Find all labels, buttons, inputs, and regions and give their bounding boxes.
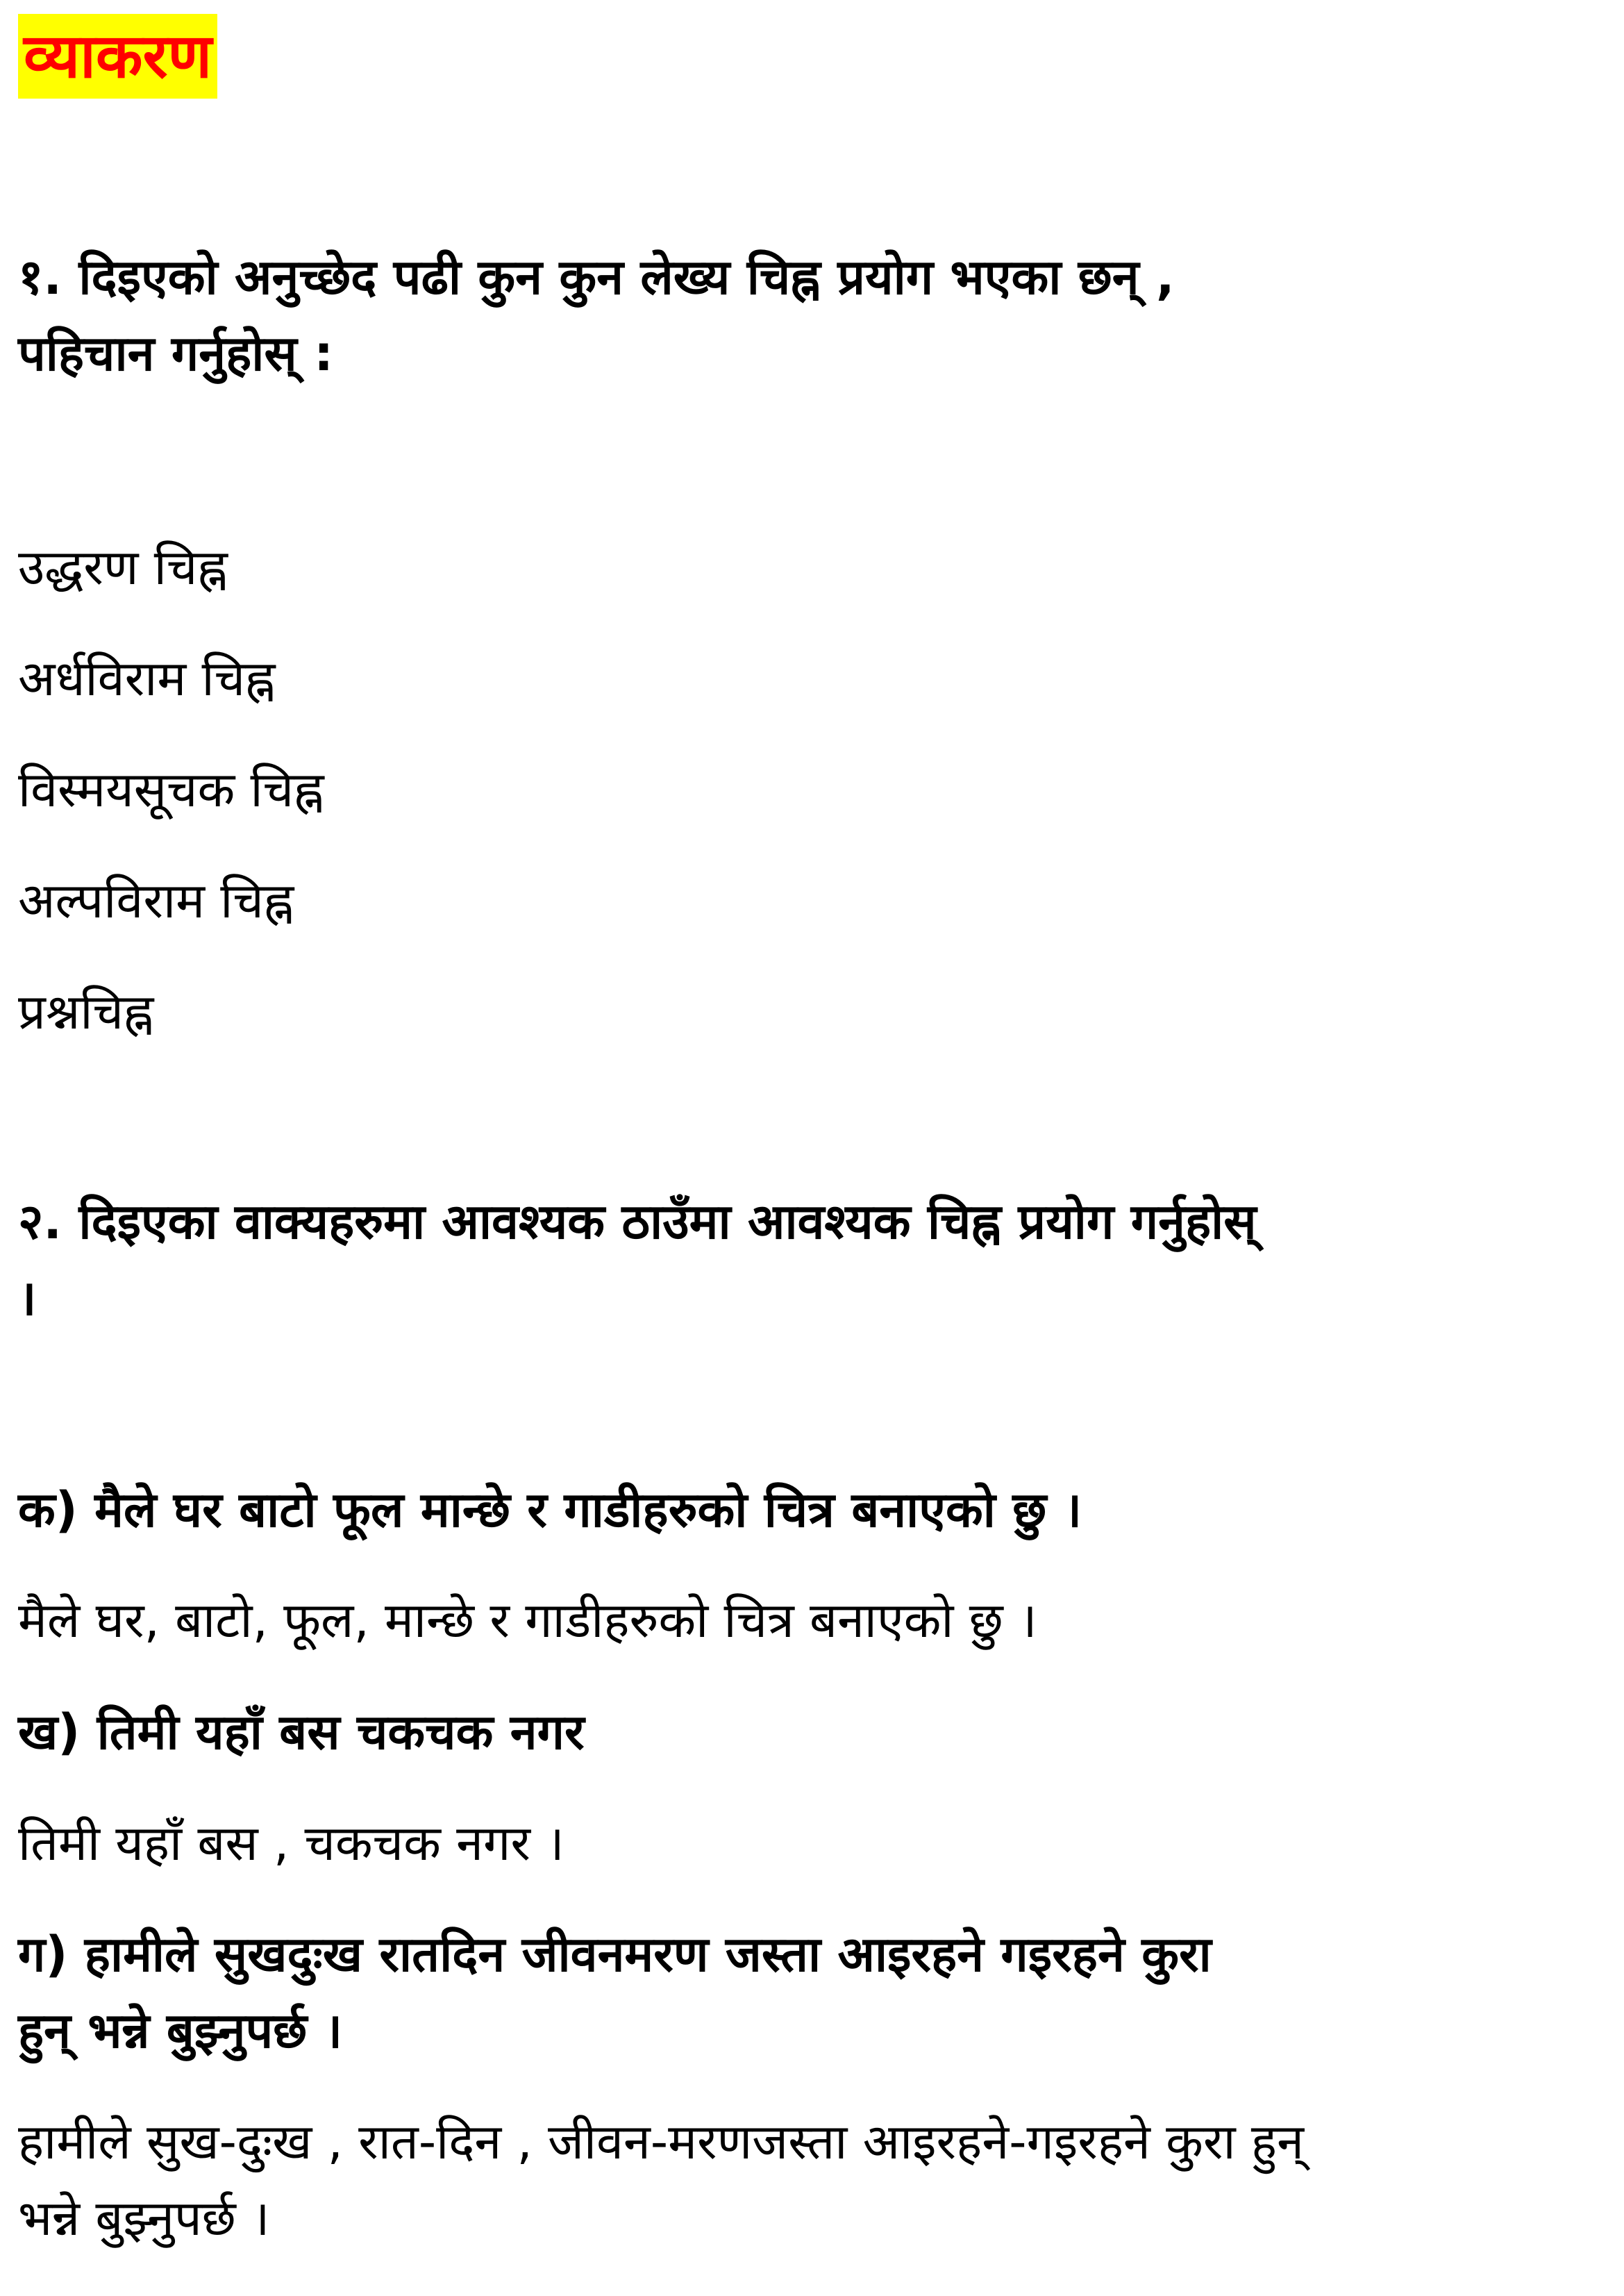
sub-answer-ka: मैले घर, बाटो, फूल, मान्छे र गाडीहरुको चित्र बनाएको छु । xyxy=(18,1592,1037,1649)
answer-item-exclamation-mark: विस्मयसूचक चिह्न xyxy=(18,761,324,818)
sub-answer-ga-line-1: हामीले सुख-दुःख , रात-दिन , जीवन-मरणजस्ता आइरहने-गइरहने कुरा हुन् xyxy=(18,2113,1304,2170)
sub-question-ga-line-1: ग) हामीले सुखदुःख रातदिन जीवनमरण जस्ता आइरहने गइरहने कुरा xyxy=(18,1926,1212,1983)
sub-answer-kha: तिमी यहाँ बस , चकचक नगर । xyxy=(18,1815,564,1872)
sub-question-ka: क) मैले घर बाटो फूल मान्छे र गाडीहरुको चित्र बनाएको छु । xyxy=(18,1481,1082,1538)
answer-item-semicolon: अर्धविराम चिह्न xyxy=(18,650,276,707)
sub-answer-ga-line-2: भन्ने बुझ्नुपर्छ । xyxy=(18,2190,270,2247)
question-1-line-1: १. दिइएको अनुच्छेद पढी कुन कुन लेख्य चिह्न प्रयोग भएका छन् , xyxy=(18,249,1175,306)
sub-question-kha: ख) तिमी यहाँ बस चकचक नगर xyxy=(18,1704,585,1761)
answer-item-question-mark: प्रश्नचिह्न xyxy=(18,983,154,1040)
answer-item-quotation-mark: उद्धरण चिह्न xyxy=(18,539,228,596)
answer-item-comma: अल्पविराम चिह्न xyxy=(18,872,294,929)
question-2-line-1: २. दिइएका वाक्यहरुमा आवश्यक ठाउँमा आवश्यक चिह्न प्रयोग गर्नुहोस् xyxy=(18,1193,1257,1250)
question-1-line-2: पहिचान गर्नुहोस् : xyxy=(18,325,334,382)
sub-question-ga-line-2: हुन् भन्ने बुझ्नुपर्छ । xyxy=(18,2002,343,2059)
page-title: व्याकरण xyxy=(18,14,217,99)
question-2-line-2: । xyxy=(18,1270,37,1326)
